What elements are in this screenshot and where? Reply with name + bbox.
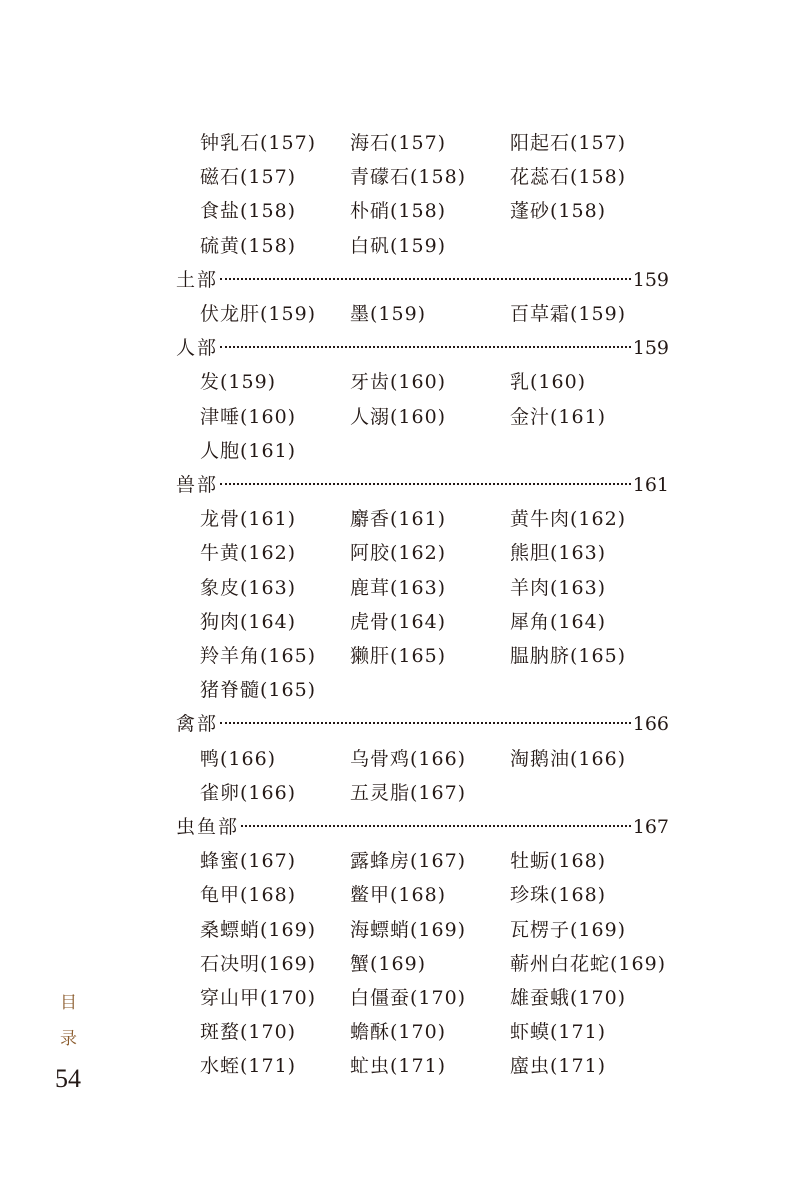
toc-entry[interactable]: 人胞(161) [200,439,297,462]
sidebar-label-bottom: 录 [60,1029,77,1049]
toc-entry-row [0,400,800,434]
toc-entry[interactable]: 蜂蜜(167) [200,850,297,873]
dot-leader [220,483,631,485]
toc-entry-row [0,126,800,160]
toc-entry[interactable]: 犀角(164) [510,610,607,633]
toc-entry[interactable]: 食盐(158) [200,200,297,223]
section-title: 虫鱼部 [176,816,240,838]
dot-leader [220,722,631,724]
toc-entry[interactable]: 百草霜(159) [510,303,627,325]
toc-entry-row [0,981,800,1015]
toc-entry[interactable]: 牡蛎(168) [510,850,607,873]
toc-entry[interactable]: 牛黄(162) [200,542,297,565]
toc-entry[interactable]: 阿胶(162) [350,542,447,565]
toc-entry[interactable]: 水蛭(171) [200,1055,297,1078]
toc-section-heading[interactable] [176,810,669,844]
toc-entry[interactable]: 露蜂房(167) [350,850,467,873]
dot-leader [220,346,631,348]
toc-entry[interactable]: 津唾(160) [200,405,297,428]
toc-section-heading[interactable] [176,468,669,502]
toc-entry[interactable]: 蟾酥(170) [350,1021,447,1044]
toc-entry[interactable]: 青礞石(158) [350,166,467,189]
toc-entry[interactable]: 石决明(169) [200,952,317,975]
toc-entry[interactable]: 硫黄(158) [200,234,297,257]
toc-entry[interactable]: 阳起石(157) [510,132,627,154]
toc-entry-row [0,639,800,673]
toc-entry-row [0,229,800,263]
toc-entry[interactable]: 海石(157) [350,132,447,154]
toc-section-heading[interactable] [176,331,669,365]
toc-entry[interactable]: 金汁(161) [510,405,607,428]
toc-entry[interactable]: 朴硝(158) [350,200,447,223]
toc-entry[interactable]: 桑螵蛸(169) [200,918,317,941]
toc-section-heading[interactable] [176,707,669,741]
dot-leader [241,825,631,827]
toc-entry[interactable]: 腽肭脐(165) [510,645,627,667]
toc-entry[interactable]: 麝香(161) [350,508,447,531]
toc-entry[interactable]: 海螵蛸(169) [350,918,467,941]
toc-entry[interactable]: 獭肝(165) [350,645,447,667]
toc-entry-row [0,776,800,810]
toc-entry[interactable]: 雄蚕蛾(170) [510,987,627,1009]
toc-entry[interactable]: 钟乳石(157) [200,132,317,154]
section-title: 土部 [176,268,219,291]
toc-entry[interactable]: 人溺(160) [350,405,447,428]
toc-entry[interactable]: 白矾(159) [350,234,447,257]
toc-entry[interactable]: 鸭(166) [200,747,277,770]
toc-entry-row [0,878,800,912]
toc-entry[interactable]: 花蕊石(158) [510,166,627,189]
toc-entry-row [0,913,800,947]
toc-entry[interactable]: 羚羊角(165) [200,645,317,667]
toc-entry-row [0,1049,800,1083]
toc-entry[interactable]: 穿山甲(170) [200,987,317,1009]
toc-entry[interactable]: 淘鹅油(166) [510,747,627,770]
toc-entry[interactable]: 斑蝥(170) [200,1021,297,1044]
toc-entry-row [0,297,800,331]
toc-entry-row [0,844,800,878]
page-number: 54 [55,1064,81,1093]
toc-entry-row [0,502,800,536]
toc-entry[interactable]: 蕲州白花蛇(169) [510,952,667,975]
toc-entry[interactable]: 牙齿(160) [350,371,447,394]
toc-entry-row [0,947,800,981]
toc-entry-row [0,742,800,776]
toc-entry-row [0,160,800,194]
toc-entry-row [0,571,800,605]
toc-entry[interactable]: 龙骨(161) [200,508,297,531]
section-page-number: 161 [632,474,669,496]
toc-entry[interactable]: 鹿茸(163) [350,576,447,599]
toc-entry[interactable]: 蓬砂(158) [510,200,607,223]
toc-entry[interactable]: 五灵脂(167) [350,781,467,804]
toc-entry[interactable]: 象皮(163) [200,576,297,599]
toc-entry-row [0,605,800,639]
section-page-number: 159 [632,337,669,360]
toc-entry[interactable]: 磁石(157) [200,166,297,189]
toc-entry[interactable]: 虻虫(171) [350,1055,447,1078]
toc-entry-row [0,536,800,570]
toc-section-heading[interactable] [176,263,669,297]
toc-entry[interactable]: 虾蟆(171) [510,1021,607,1044]
toc-entry[interactable]: 黄牛肉(162) [510,508,627,531]
toc-entry[interactable]: 珍珠(168) [510,884,607,907]
section-page-number: 159 [632,268,669,291]
toc-entry-row [0,194,800,228]
sidebar-label-top: 目 [60,993,77,1013]
section-title: 禽部 [176,713,219,736]
toc-entry-row [0,1015,800,1049]
toc-entry-row [0,673,800,707]
toc-entry[interactable]: 发(159) [200,371,277,394]
toc-entry[interactable]: 蟹(169) [350,952,427,975]
toc-entry[interactable]: 雀卵(166) [200,781,297,804]
toc-entry[interactable]: 白僵蚕(170) [350,987,467,1009]
toc-entry[interactable]: 伏龙肝(159) [200,303,317,325]
toc-entry[interactable]: 猪脊髓(165) [200,679,317,702]
toc-entry-row [0,365,800,399]
toc-entry[interactable]: 乳(160) [510,371,587,394]
toc-entry[interactable]: 虎骨(164) [350,610,447,633]
toc-entry[interactable]: 墨(159) [350,303,427,325]
toc-entry[interactable]: 鳖甲(168) [350,884,447,907]
section-page-number: 167 [632,816,669,838]
toc-entry-row [0,434,800,468]
section-title: 兽部 [176,474,219,496]
toc-entry[interactable]: 羊肉(163) [510,576,607,599]
section-title: 人部 [176,337,219,360]
toc-entry[interactable]: 龟甲(168) [200,884,297,907]
toc-entry[interactable]: 乌骨鸡(166) [350,747,467,770]
toc-entry[interactable]: 䗪虫(171) [510,1055,607,1078]
section-page-number: 166 [632,713,669,736]
dot-leader [220,278,631,280]
toc-entry[interactable]: 熊胆(163) [510,542,607,565]
toc-entry[interactable]: 狗肉(164) [200,610,297,633]
toc-entry[interactable]: 瓦楞子(169) [510,918,627,941]
